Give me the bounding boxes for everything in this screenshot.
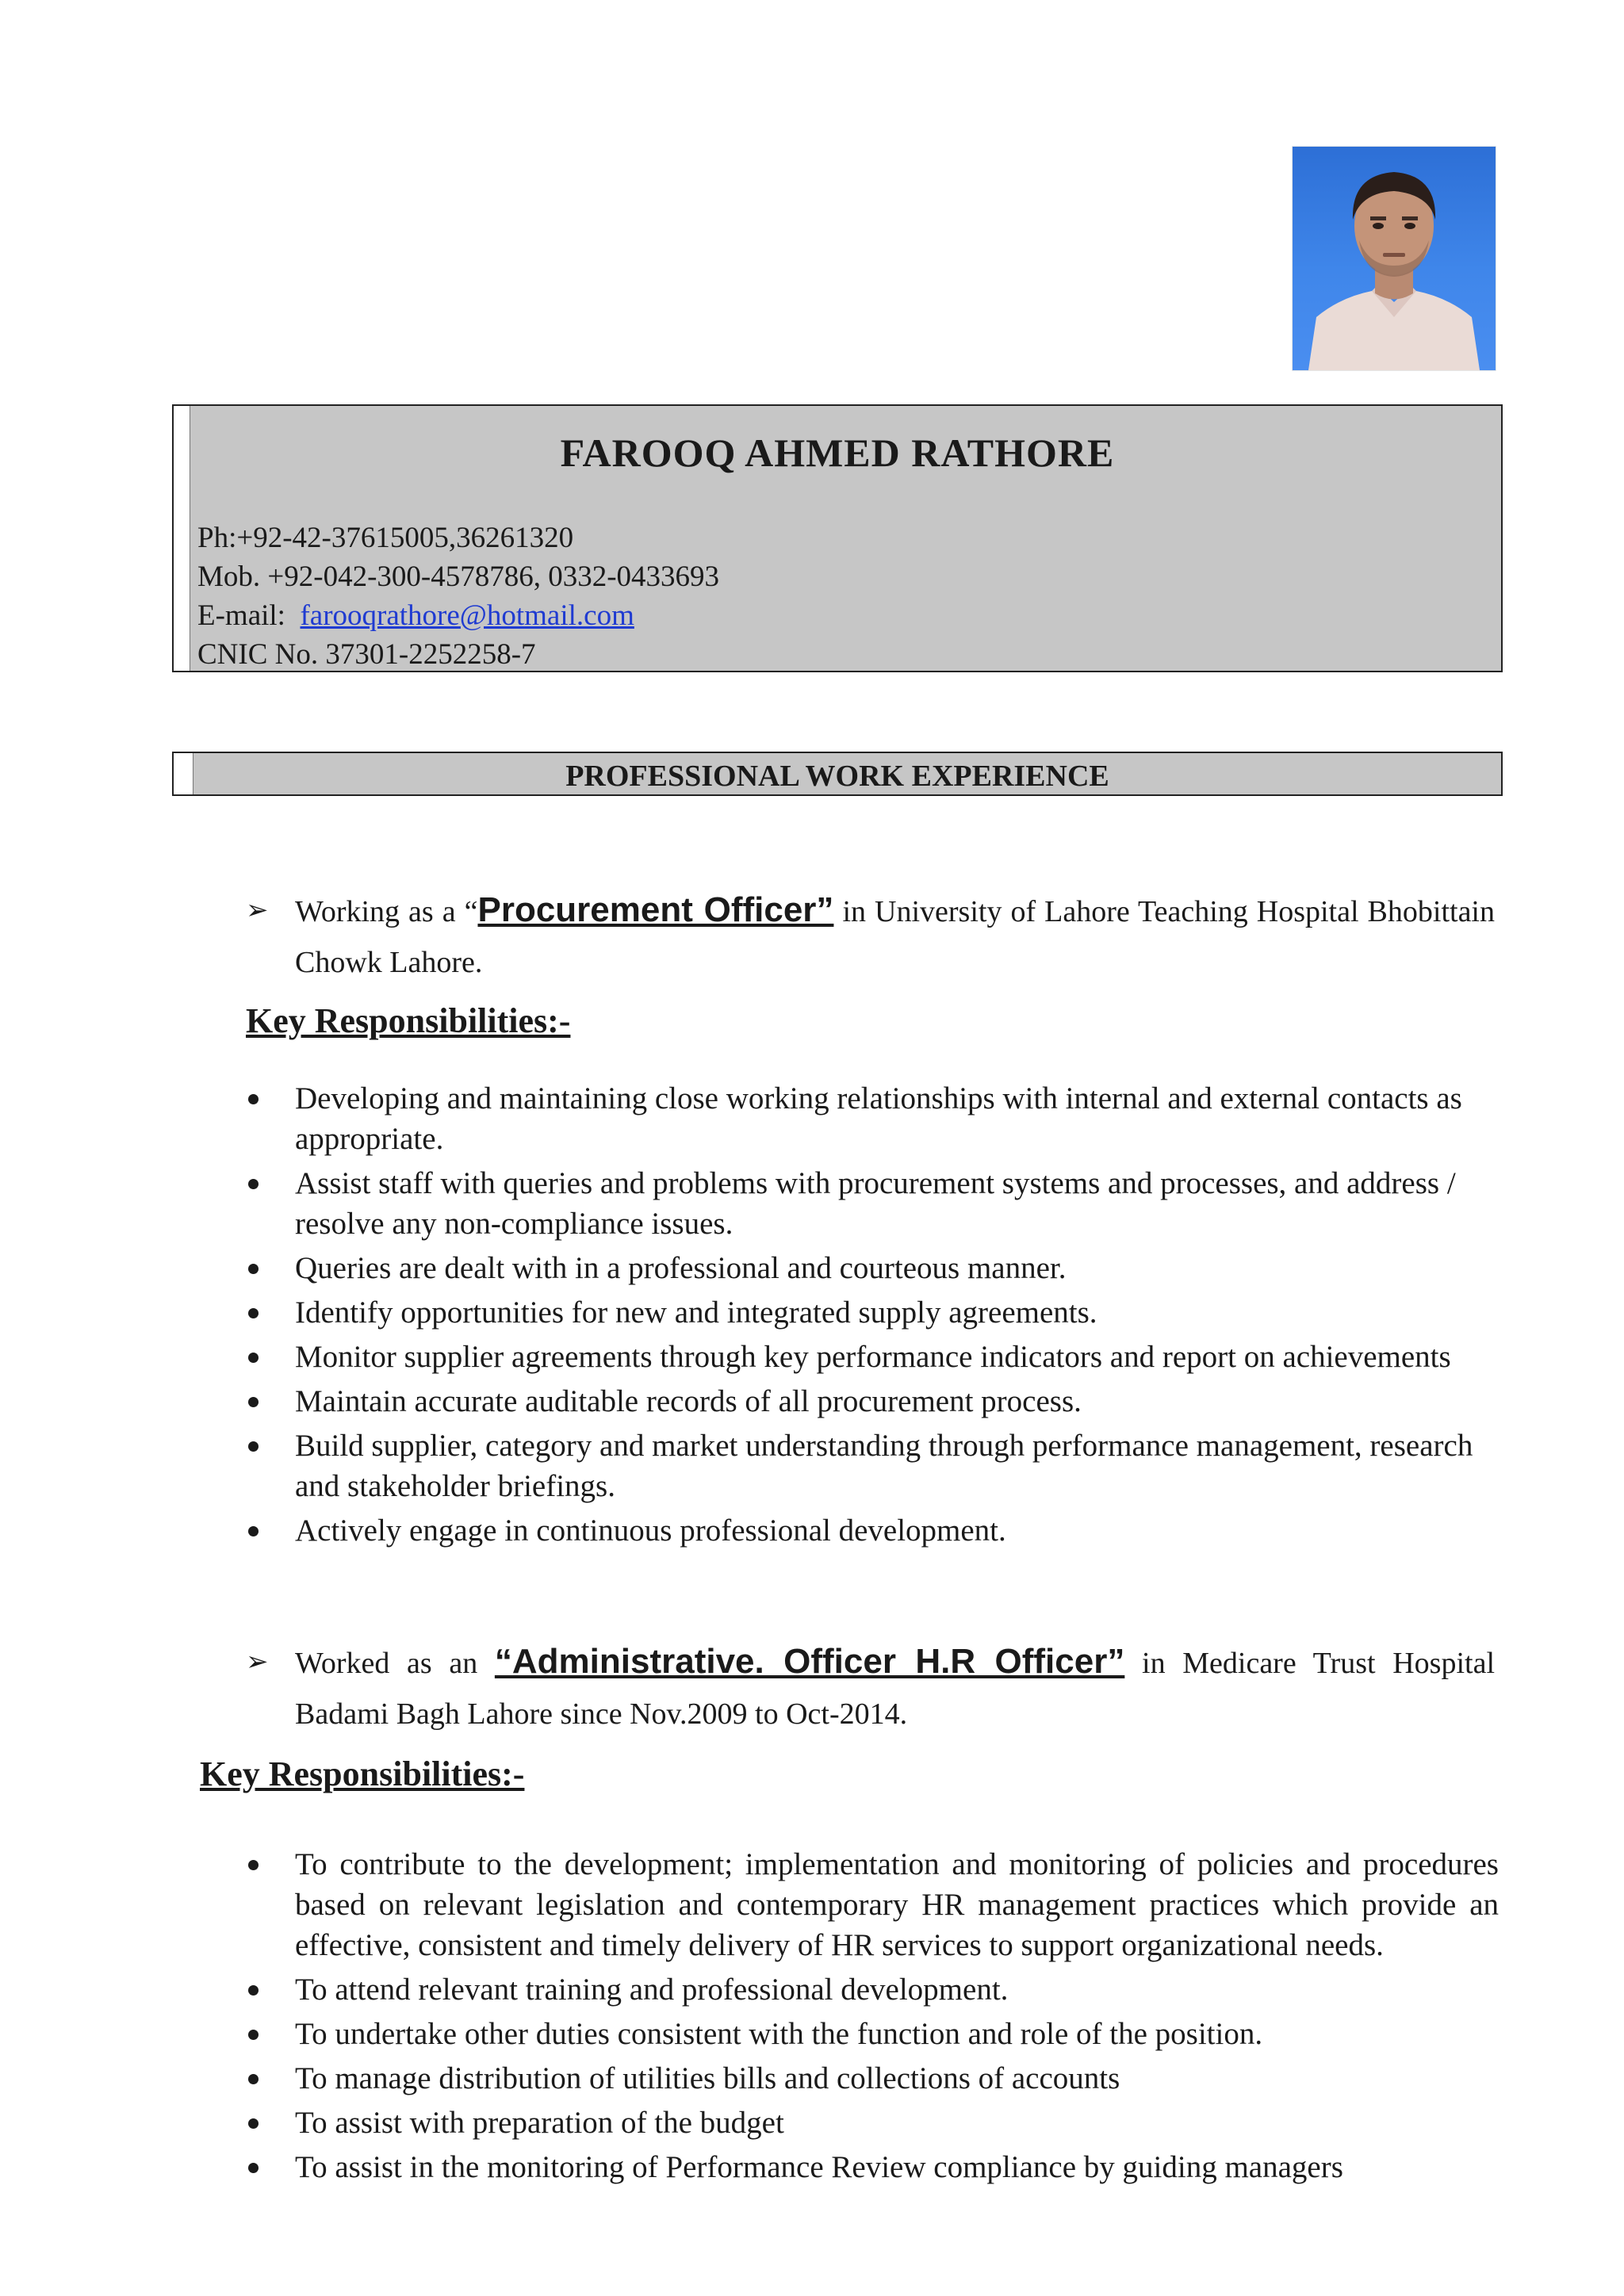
list-item: Queries are dealt with in a professional and courteous manner. [246,1248,1499,1288]
list-item: Maintain accurate auditable records of all procurement process. [246,1381,1499,1422]
job-entry [246,885,1495,988]
list-item: To assist with preparation of the budget [246,2103,1499,2143]
arrow-bullet-icon: ➢ [246,1646,269,1678]
arrow-bullet-icon: ➢ [246,894,269,926]
email-line [197,596,719,635]
contact-header-box [172,404,1503,672]
key-responsibilities-heading: Key Responsibilities:- [200,1755,525,1793]
email-link[interactable]: farooqrathore@hotmail.com [300,599,634,632]
list-item: Developing and maintaining close working relationships with internal and external contacts as appropriate. [246,1078,1499,1159]
job-role: Procurement Officer” [477,890,834,929]
person-photo-icon [1293,147,1496,370]
job-prefix: Working as a “ [295,895,478,928]
job-suffix: in University of Lahore Teaching Hospital Bhobittain Chowk Lahore. [295,895,1495,979]
job-description [295,885,1495,988]
list-item: Monitor supplier agreements through key performance indicators and report on achievements [246,1337,1499,1377]
list-item: Actively engage in continuous professional development. [246,1510,1499,1551]
list-item: To assist in the monitoring of Performance Review compliance by guiding managers [246,2147,1499,2187]
list-item: Identify opportunities for new and integrated supply agreements. [246,1292,1499,1333]
mobile-number: Mob. +92-042-300-4578786, 0332-0433693 [197,561,720,593]
list-item: Assist staff with queries and problems with procurement systems and processes, and address / resolve any non-compliance issues. [246,1163,1499,1244]
section-heading-bar [172,752,1503,796]
list-item: To contribute to the development; implementation and monitoring of policies and procedures based on relevant legislation and contemporary HR management practices which provide an effective, consistent and timely delivery of HR services to support organizational needs. [246,1844,1499,1965]
job-suffix: in Medicare Trust Hospital Badami Bagh Lahore since Nov.2009 to Oct-2014. [295,1647,1496,1731]
list-item: To manage distribution of utilities bills and collections of accounts [246,2058,1499,2099]
key-responsibilities-heading: Key Responsibilities:- [246,1001,571,1040]
profile-photo [1293,147,1496,370]
job-description [295,1636,1495,1739]
section-title: PROFESSIONAL WORK EXPERIENCE [565,760,1109,793]
job-role: “Administrative. Officer H.R Officer” [494,1642,1125,1681]
candidate-name: FAROOQ AHMED RATHORE [560,430,1115,475]
email-label: E-mail: [197,599,285,632]
list-item: To attend relevant training and professional development. [246,1969,1499,2010]
responsibility-list [246,1078,1499,1555]
job-prefix: Worked as an [295,1647,495,1680]
contact-details [197,519,719,674]
cnic-number: CNIC No. 37301-2252258-7 [197,638,536,671]
list-item: To undertake other duties consistent with the function and role of the position. [246,2014,1499,2054]
phone-number: Ph:+92-42-37615005,36261320 [197,522,574,554]
responsibility-list [246,1844,1499,2191]
list-item: Build supplier, category and market understanding through performance management, research and stakeholder briefings. [246,1425,1499,1506]
job-entry [246,1636,1495,1739]
